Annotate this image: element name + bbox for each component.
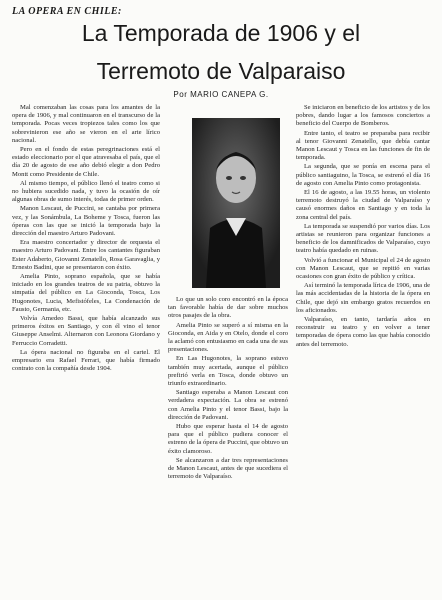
paragraph: La ópera nacional no figuraba en el cartel. El empresario era Rafael Ferrari, que había firmado contrato con la compañía desde 1904. [12, 348, 160, 373]
paragraph: Amelia Pinto se superó a sí misma en la Gioconda, en Aida y en Otelo, donde el coro la aclamó con entusiasmo en cada una de sus presentaciones. [168, 321, 288, 354]
paragraph: Entre tanto, el teatro se preparaba para recibir al tenor Giovanni Zenatello, que debía cantar Manon Lescaut y Tosca en las funciones de fin de temporada. [296, 129, 430, 162]
paragraph: Era maestro concertador y director de orquesta el maestro Arturo Padovani. Entre los cantantes figuraban Ester Adaberto, Giovanni Zenatello, Rosa Garavaglia, y Ernesto Badini, que se presentaron con éxito. [12, 239, 160, 271]
headline-line-1: La Temporada de 1906 y el [81, 20, 361, 46]
article-column-left [12, 104, 160, 594]
paragraph: La segunda, que se ponía en escena para el público santiaguino, la Tosca, se estrenó el día 16 de agosto con Amelia Pinto como protagonista. [296, 163, 430, 187]
portrait-image [192, 118, 280, 288]
paragraph: Pero en el fondo de estas peregrinaciones está el estado eleccionario por el que atravesaba el país, que el día 20 de agosto de ese año debió elegir a don Pedro Montt como Presidente de Chile. [12, 146, 160, 178]
paragraph: Al mismo tiempo, el público llenó el teatro como si no hubiera sucedido nada, y tuvo la ocasión de oír algunas obras de sumo interés, todas de primer orden. [12, 179, 160, 204]
paragraph: El 16 de agosto, a las 19.55 horas, un violento terremoto destruyó la ciudad de Valparaíso y causó enormes daños en Santiago y en toda la zona central del país. [296, 189, 430, 221]
paragraph: Volvió a funcionar el Municipal el 24 de agosto con Manon Lescaut, que se repitió en varias ocasiones con gran éxito de público y crítica. [296, 256, 430, 281]
portrait-photo [192, 118, 280, 288]
paragraph: Lo que un solo coro encontró en la época tan favorable había de dar sobre muchos otros pasajes de la obra. [168, 296, 288, 320]
paragraph: Santiago esperaba a Manon Lescaut con verdadera expectación. La obra se estrenó con Amelia Pinto y el tenor Bassi, bajo la dirección de Padovani. [168, 389, 288, 421]
article-column-right [296, 104, 430, 594]
paragraph: Mal comenzaban las cosas para los amantes de la opera de 1906, y mal continuaron en el transcurso de la temporada. Pocas veces tropiezos tales como los que sobrevinieron ese año se vieron en el arte lírico nacional. [12, 104, 160, 144]
paragraph: Amelia Pinto, soprano española, que se había iniciado en los grandes teatros de su patria, obtuvo la simpatía del público en La Gioconda, Tosca, Los Hugonotes, Lucia, Mefistófeles, La Condenación de Fausto, Germania, etc. [12, 273, 160, 313]
paragraph: Se iniciaron en beneficio de los artistos y de los pobres, dando lugar a los famosos conciertos a beneficio del Cuerpo de Bomberos. [296, 104, 430, 128]
byline: Por MARIO CANEPA G. [173, 90, 269, 99]
headline-line-2: Terremoto de Valparaiso [96, 58, 346, 84]
paragraph: Hubo que esperar hasta el 14 de agosto para que el público pudiera conocer el estreno de la ópera de Puccini, que obtuvo un éxito clamoroso. [168, 423, 288, 455]
paragraph: Valparaíso, en tanto, tardaría años en reconstruir su teatro y en volver a tener temporadas de ópera como las que había conocido antes del terremoto. [296, 316, 430, 348]
paragraph: Así terminó la temporada lírica de 1906, una de las más accidentadas de la historia de la ópera en Chile, que dejó sin embargo gratos recuerdos en los aficionados. [296, 282, 430, 314]
paragraph: La temporada se suspendió por varios días. Los artistas se reunieron para organizar funciones a beneficio de los damnificados de Valparaíso, cuyo teatro había quedado en ruinas. [296, 222, 430, 255]
paragraph: En Las Hugonotes, la soprano estuvo también muy acertada, aunque el público prefirió verla en Tosca, donde obtuvo un triunfo extraordinario. [168, 355, 288, 388]
kicker: LA OPERA EN CHILE: [12, 6, 122, 17]
paragraph: Volvía Amedeo Bassi, que había alcanzado sus primeros éxitos en Santiago, y con él vino el tenor Giuseppe Anselmi. Alternaron con Leonora Giordano y Ferruccio Corradetti. [12, 315, 160, 347]
paragraph: Manon Lescaut, de Puccini, se cantaba por primera vez, y las Sonámbula, La Boheme y Tosca, fueron las óperas con las que se inició la temporada bajo la dirección del maestro Arturo Padovani. [12, 205, 160, 238]
paragraph: Se alcanzaron a dar tres representaciones de Manon Lescaut, antes de que sucediera el terremoto de Valparaíso. [168, 456, 288, 481]
article-column-middle [168, 296, 288, 596]
